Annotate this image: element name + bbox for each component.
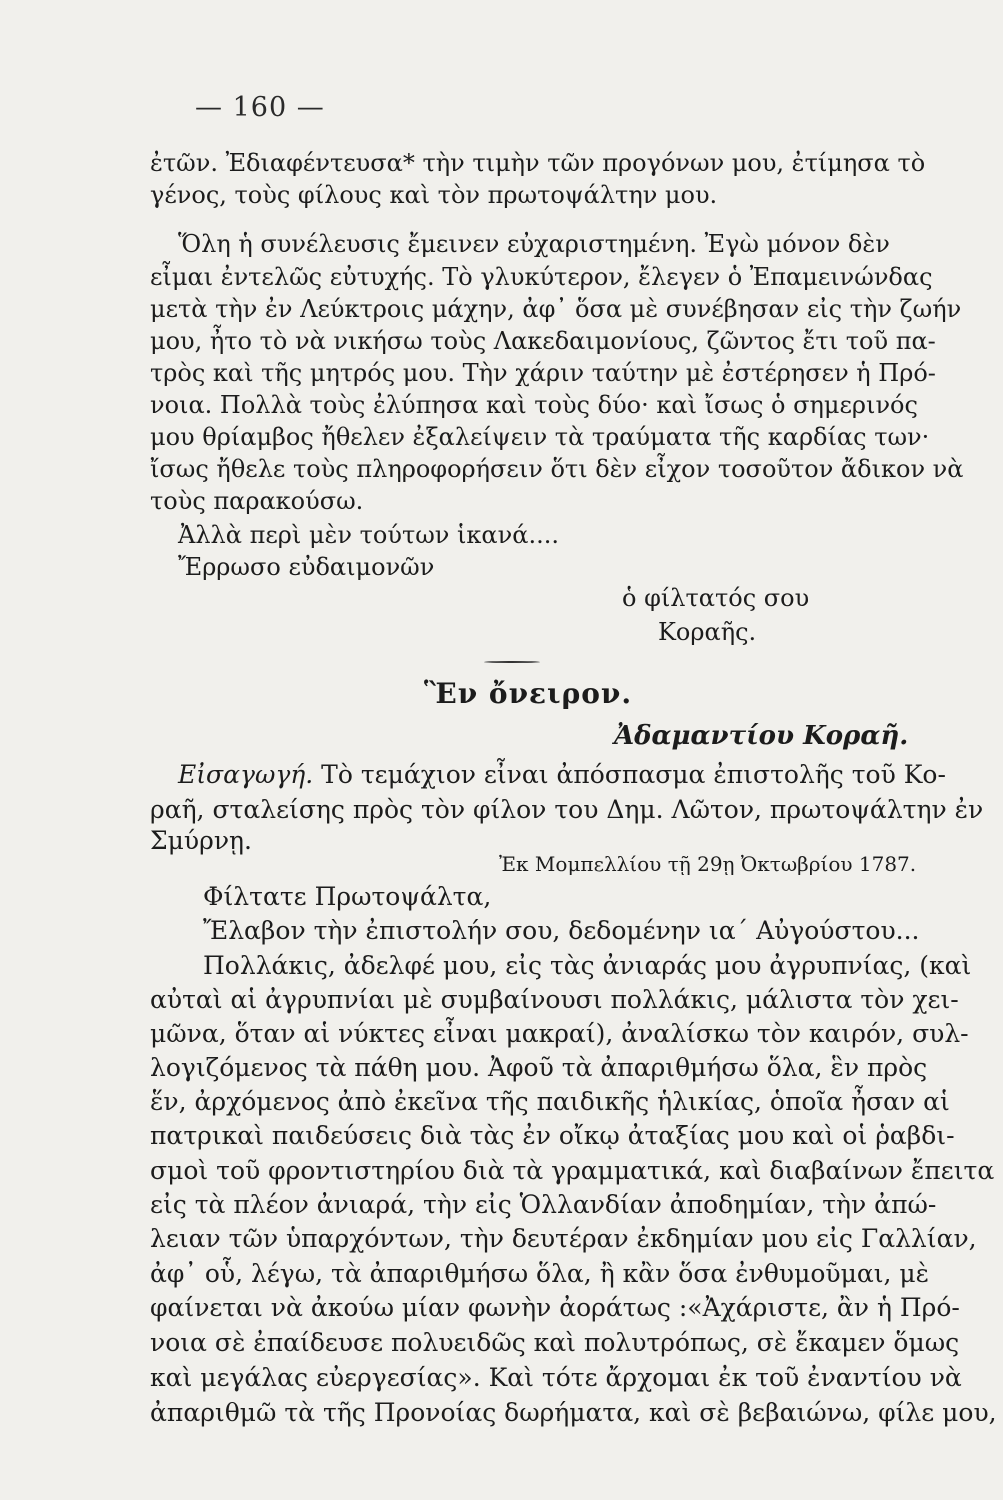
text-line: τοὺς παρακούσω. [150, 487, 364, 515]
text-line: μου, ἦτο τὸ νὰ νικήσω τοὺς Λακεδαιμονίους, ζῶντος ἔτι τοῦ πα- [150, 327, 936, 355]
body-line: λειαν τῶν ὑπαρχόντων, τὴν δευτέραν ἐκδημίαν μου εἰς Γαλλίαν, [150, 1224, 977, 1253]
section-author: Ἀδαμαντίου Κοραῆ. [614, 721, 909, 751]
section-title: Ἓν ὄνειρον. [424, 677, 633, 710]
text-line: μετὰ τὴν ἐν Λεύκτροις μάχην, ἀφ᾽ ὅσα μὲ συνέβησαν εἰς τὴν ζωήν [150, 295, 962, 323]
text-line: γένος, τοὺς φίλους καὶ τὸν πρωτοψάλτην μου. [150, 181, 718, 209]
signature: Κοραῆς. [658, 618, 757, 646]
text-line: νοια. Πολλὰ τοὺς ἐλύπησα καὶ τοὺς δύο· καὶ ἴσως ὁ σημερινός [150, 391, 918, 419]
text-line: εἶμαι ἐντελῶς εὐτυχής. Τὸ γλυκύτερον, ἔλεγεν ὁ Ἐπαμεινώνδας [150, 263, 933, 291]
body-line: εἰς τὰ πλέον ἀνιαρά, τὴν εἰς Ὁλλανδίαν ἀποδημίαν, τὴν ἀπώ- [150, 1190, 937, 1219]
body-line: αὐταὶ αἱ ἀγρυπνίαι μὲ συμβαίνουσι πολλάκις, μάλιστα τὸν χει- [150, 985, 959, 1014]
intro-text: Τὸ τεμάχιον εἶναι ἀπόσπασμα ἐπιστολῆς τοῦ Κο- [321, 760, 946, 789]
intro-label: Εἰσαγωγή. [178, 760, 314, 789]
body-line: πατρικαὶ παιδεύσεις διὰ τὰς ἐν οἴκῳ ἀταξίας μου καὶ οἱ ῥαβδι- [150, 1121, 955, 1150]
text-line: Ἔρρωσο εὐδαιμονῶν [178, 553, 435, 581]
intro-line [178, 760, 946, 790]
page-number: — 160 — [195, 92, 325, 123]
body-line: νοια σὲ ἐπαίδευσε πολυειδῶς καὶ πολυτρόπως, σὲ ἔκαμεν ὅμως [150, 1328, 960, 1357]
body-line: Πολλάκις, ἀδελφέ μου, εἰς τὰς ἀνιαράς μου ἀγρυπνίας, (καὶ [203, 951, 972, 980]
text-line: Ὅλη ἡ συνέλευσις ἔμεινεν εὐχαριστημένη. Ἐγὼ μόνον δὲν [178, 230, 890, 258]
text-line: μου θρίαμβος ἤθελεν ἐξαλείψειν τὰ τραύματα τῆς καρδίας των· [150, 423, 930, 451]
body-line: Ἔλαβον τὴν ἐπιστολήν σου, δεδομένην ια´ Αὐγούστου... [203, 916, 920, 945]
body-line: σμοὶ τοῦ φροντιστηρίου διὰ τὰ γραμματικά, καὶ διαβαίνων ἔπειτα [150, 1156, 995, 1185]
text-line: Ἀλλὰ περὶ μὲν τούτων ἱκανά.... [178, 521, 559, 549]
body-line: καὶ μεγάλας εὐεργεσίας». Καὶ τότε ἄρχομαι ἐκ τοῦ ἐναντίου νὰ [150, 1363, 962, 1392]
text-line: τρὸς καὶ τῆς μητρός μου. Τὴν χάριν ταύτην μὲ ἐστέρησεν ἡ Πρό- [150, 359, 936, 387]
text-line: ἐτῶν. Ἐδιαφέντευσα* τὴν τιμὴν τῶν προγόνων μου, ἐτίμησα τὸ [150, 149, 926, 177]
signoff: ὁ φίλτατός σου [622, 584, 810, 612]
body-line: λογιζόμενος τὰ πάθη μου. Ἀφοῦ τὰ ἀπαριθμήσω ὅλα, ἓν πρὸς [150, 1053, 928, 1082]
intro-line: ραῆ, σταλείσης πρὸς τὸν φίλον του Δημ. Λῶτον, πρωτοψάλτην ἐν [150, 795, 984, 824]
intro-line: Σμύρνῃ. [150, 826, 252, 855]
section-divider [484, 661, 540, 663]
body-line: μῶνα, ὅταν αἱ νύκτες εἶναι μακραί), ἀναλίσκω τὸν καιρόν, συλ- [150, 1019, 969, 1048]
body-line: ἕν, ἀρχόμενος ἀπὸ ἐκεῖνα τῆς παιδικῆς ἡλικίας, ὁποῖα ἦσαν αἱ [150, 1087, 950, 1116]
body-line: ἀπαριθμῶ τὰ τῆς Προνοίας δωρήματα, καὶ σὲ βεβαιώνω, φίλε μου, [150, 1398, 997, 1427]
text-line: ἴσως ἤθελε τοὺς πληροφορήσειν ὅτι δὲν εἶχον τοσοῦτον ἄδικον νὰ [150, 455, 964, 483]
salutation: Φίλτατε Πρωτοψάλτα, [203, 882, 492, 911]
dateline: Ἐκ Μομπελλίου τῇ 29ῃ Ὀκτωβρίου 1787. [499, 852, 917, 876]
body-line: φαίνεται νὰ ἀκούω μίαν φωνὴν ἀοράτως :«Ἀχάριστε, ἂν ἡ Πρό- [150, 1293, 960, 1322]
body-line: ἀφ᾽ οὗ, λέγω, τὰ ἀπαριθμήσω ὅλα, ἢ κἂν ὅσα ἐνθυμοῦμαι, μὲ [150, 1259, 930, 1288]
